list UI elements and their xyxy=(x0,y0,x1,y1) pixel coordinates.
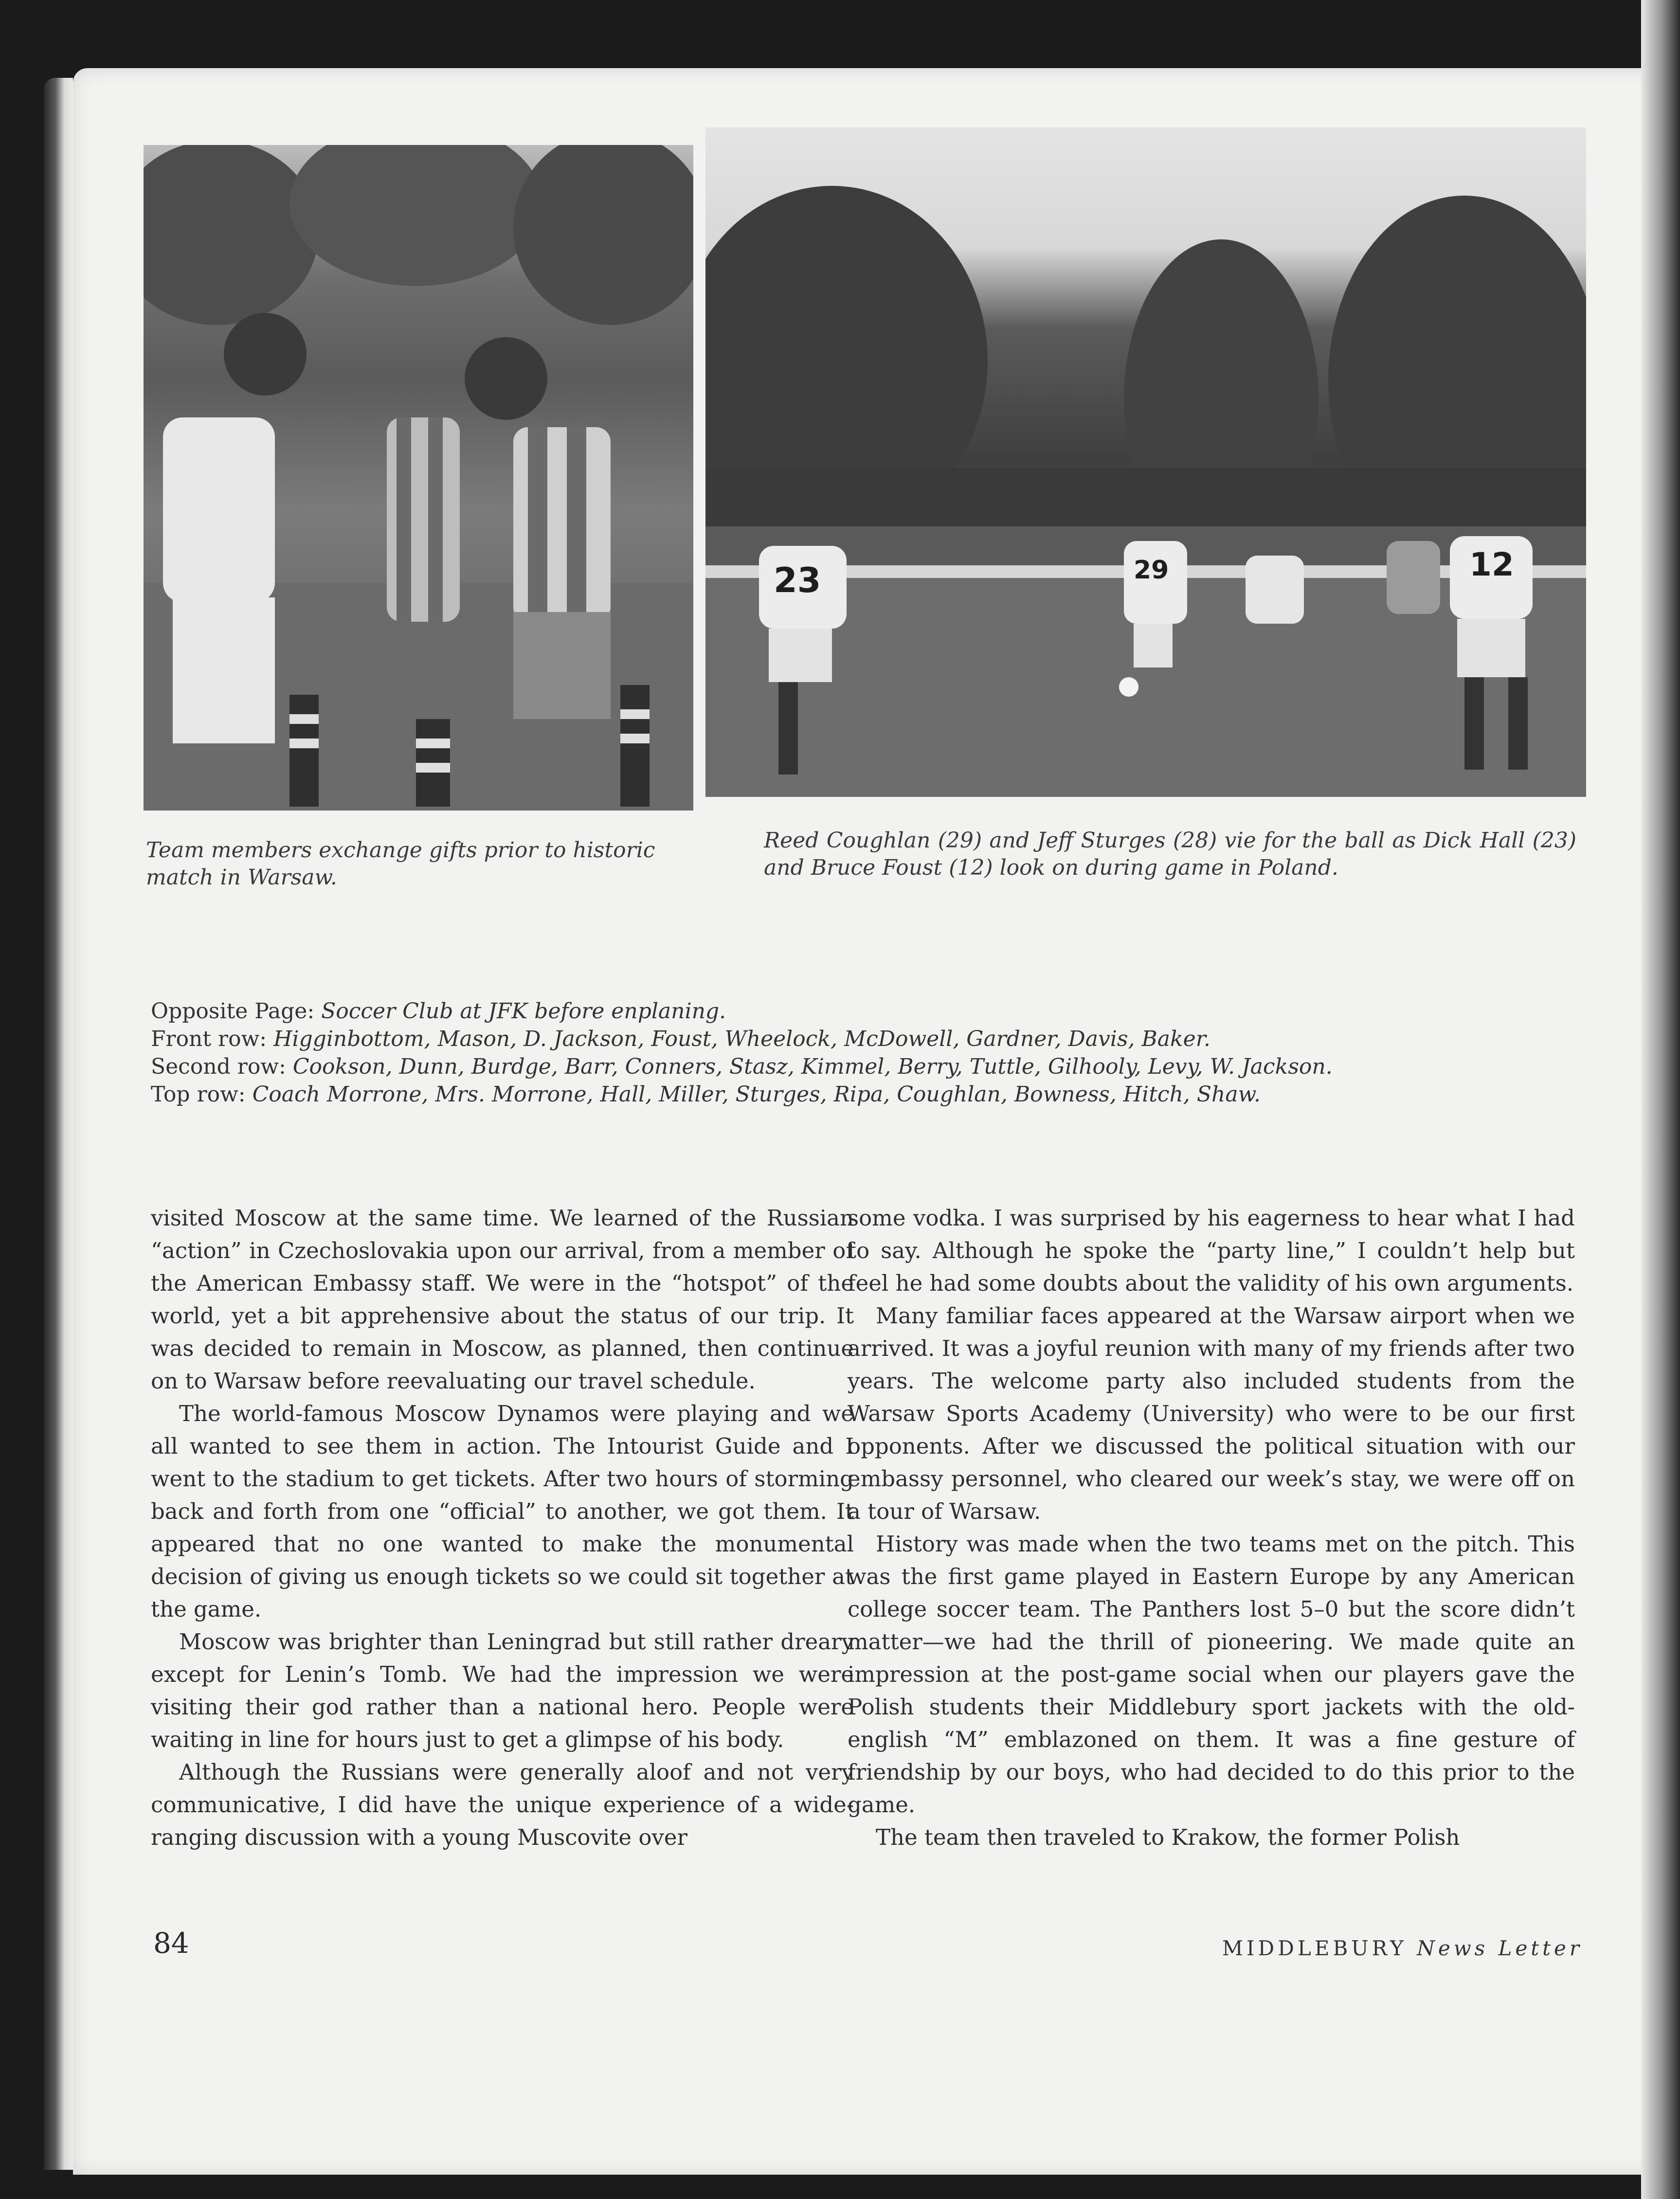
page-number: 84 xyxy=(153,1927,189,1960)
article-paragraph: History was made when the two teams met on the pitch. This was the first game played in Eastern Europe by any American college soccer team. The Panthers lost 5–0 but the score didn’t matter—we had the thrill of pioneering. We made quite an impression at the post-game social when our players gave the Polish students their Middlebury sport jackets with the old-english “M” emblazoned on them. It was a fine gesture of friendship by our boys, who had decided to do this prior to the game. xyxy=(848,1531,1575,1818)
photo-caption-right: Reed Coughlan (29) and Jeff Sturges (28) vie for the ball as Dick Hall (23) and Bruce Foust (12) look on during game in Poland. xyxy=(764,828,1576,880)
binding-spine xyxy=(1641,0,1680,2199)
roster-label: Opposite Page: xyxy=(151,999,322,1024)
roster-label: Second row: xyxy=(151,1054,293,1079)
publication-name: MIDDLEBURY xyxy=(1222,1936,1407,1960)
photo-soccer-match-drawing xyxy=(705,127,1586,797)
roster-line-front-row xyxy=(151,1025,1464,1053)
roster-value: Cookson, Dunn, Burdge, Barr, Conners, Stasz, Kimmel, Berry, Tuttle, Gilhooly, Levy, W. Jackson. xyxy=(292,1054,1333,1079)
publication-title xyxy=(1222,1936,1583,1960)
article-paragraph: Many familiar faces appeared at the Warsaw airport when we arrived. It was a joyful reunion with many of my friends after two years. The welcome party also included students from the Warsaw Sports Academy (University) who were to be our first opponents. After we discussed the political situation with our embassy personnel, who cleared our week’s stay, we were off on a tour of Warsaw. xyxy=(848,1303,1575,1524)
roster-value: Soccer Club at JFK before enplaning. xyxy=(321,999,726,1024)
publication-subtitle: News Letter xyxy=(1417,1936,1583,1960)
photo-gift-exchange-drawing xyxy=(144,145,693,811)
roster-line-opposite xyxy=(151,997,1464,1025)
article-paragraph: some vodka. I was surprised by his eagerness to hear what I had to say. Although he spoke the “party line,” I couldn’t help but feel he had some doubts about the validity of his own arguments. xyxy=(848,1205,1575,1296)
article-paragraph: Moscow was brighter than Leningrad but still rather dreary except for Lenin’s Tomb. We had the impression we were visiting their god rather than a national hero. People were waiting in line for hours just to get a glimpse of his body. xyxy=(151,1629,854,1752)
team-roster xyxy=(151,997,1464,1108)
roster-value: Coach Morrone, Mrs. Morrone, Hall, Miller, Sturges, Ripa, Coughlan, Bowness, Hitch, Shaw. xyxy=(252,1082,1261,1107)
article-paragraph: The team then traveled to Krakow, the former Polish xyxy=(876,1824,1460,1850)
roster-label: Top row: xyxy=(151,1082,253,1107)
roster-value: Higginbottom, Mason, D. Jackson, Foust, Wheelock, McDowell, Gardner, Davis, Baker. xyxy=(273,1027,1210,1051)
photo-soccer-match xyxy=(705,127,1586,797)
roster-label: Front row: xyxy=(151,1027,274,1051)
roster-line-second-row xyxy=(151,1053,1464,1081)
article-paragraph: The world-famous Moscow Dynamos were playing and we all wanted to see them in action. The Intourist Guide and I went to the stadium to get tickets. After two hours of storming back and forth from one “official” to another, we got them. It appeared that no one wanted to make the monumental decision of giving us enough tickets so we could sit together at the game. xyxy=(151,1401,854,1622)
jersey-number-12: 12 xyxy=(1469,546,1514,583)
article-paragraph: Although the Russians were generally aloof and not very communicative, I did have the unique experience of a wide-ranging discussion with a young Muscovite over xyxy=(151,1759,854,1850)
article-column-left xyxy=(151,1202,854,1854)
jersey-number-23: 23 xyxy=(774,560,821,600)
page-edge xyxy=(44,78,73,2170)
photo-gift-exchange xyxy=(144,145,693,811)
photo-caption-left: Team members exchange gifts prior to historic match in Warsaw. xyxy=(146,838,655,890)
article-column-right xyxy=(848,1202,1575,1854)
article-paragraph: visited Moscow at the same time. We learned of the Russian “action” in Czechoslovakia upon our arrival, from a member of the American Embassy staff. We were in the “hotspot” of the world, yet a bit apprehensive about the status of our trip. It was decided to remain in Moscow, as planned, then continue on to Warsaw before reevaluating our travel schedule. xyxy=(151,1205,854,1394)
jersey-number-29: 29 xyxy=(1134,556,1169,585)
roster-line-top-row xyxy=(151,1081,1464,1108)
